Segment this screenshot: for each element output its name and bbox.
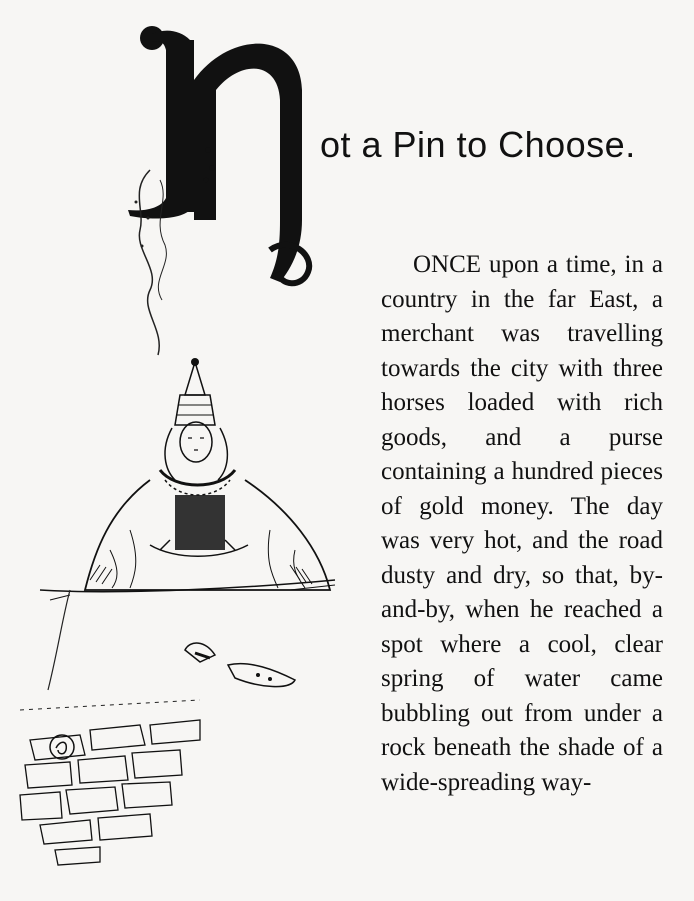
body-text xyxy=(381,248,663,800)
body-paragraph: ONCE upon a time, in a country in the far East, a merchant was travelling towards the city with three horses loaded with rich goods, and a purse containing a hundred pieces of gold money. The day was very hot, and the road dusty and dry, so that, by-and-by, when he reached a spot where a cool, clear spring of water came bubbling out from under a rock beneath the shade of a wide-spreading way- xyxy=(381,251,663,796)
chapter-title: ot a Pin to Choose. xyxy=(320,124,636,165)
illustration-seated-figure xyxy=(0,150,380,901)
